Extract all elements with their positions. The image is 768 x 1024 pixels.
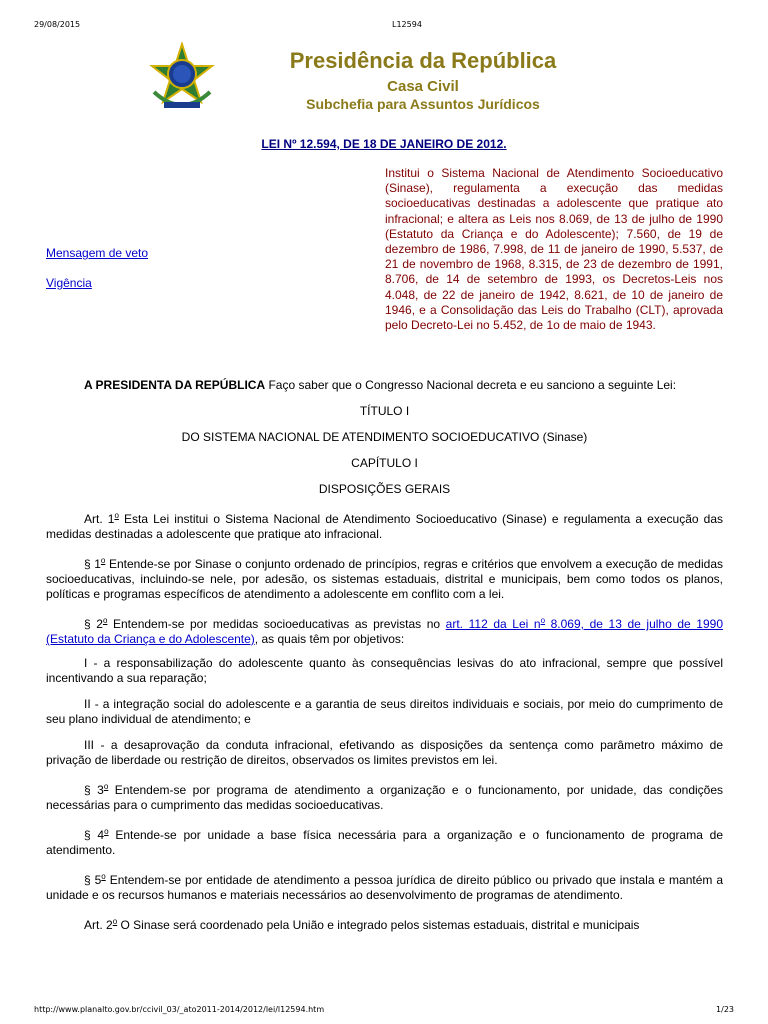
- inciso-2: II - a integração social do adolescente e a garantia de seus direitos individuais e sociais, por meio do cumprimento de seu plano individual de atendimento; e: [46, 697, 723, 726]
- article-2-text: O Sinase será coordenado pela União e integrado pelos sistemas estaduais, distrital e municipais: [117, 918, 640, 932]
- eca-link-part-a[interactable]: art. 112 da Lei: [445, 617, 534, 631]
- inciso-1: I - a responsabilização do adolescente quanto às consequências lesivas do ato infracional, sempre que possível incentivando a sua reparação;: [46, 656, 723, 685]
- paragraph-4: [46, 824, 723, 858]
- paragraph-4-text: Entende-se por unidade a base física necessária para a organização e o funcionamento de programa de atendimento.: [46, 828, 723, 857]
- preamble-text: Faço saber que o Congresso Nacional decreta e eu sanciono a seguinte Lei:: [265, 378, 677, 392]
- print-date: 29/08/2015: [34, 20, 81, 29]
- article-1: [46, 508, 723, 542]
- paragraph-1-text: Entende-se por Sinase o conjunto ordenado de princípios, regras e critérios que envolvem a execução de medidas socioeducativas, incluindo-se nele, por adesão, os sistemas estaduais, distrital e municipais, bem como todos os planos, políticas e programas específicos de atendimento a adolescente em conflito com a lei.: [46, 557, 723, 601]
- chapter-heading: CAPÍTULO I: [351, 456, 418, 470]
- paragraph-3-label: § 3: [84, 783, 104, 797]
- brasao-emblem-icon: [146, 42, 218, 116]
- article-1-text: Esta Lei institui o Sistema Nacional de Atendimento Socioeducativo (Sinase) e regulamenta a execução das medidas destinadas a adolescente que pratique ato infracional.: [46, 512, 723, 541]
- paragraph-4-sup: o: [104, 827, 109, 836]
- paragraph-5: [46, 869, 723, 903]
- article-2: [46, 914, 723, 933]
- paragraph-2-label: § 2: [84, 617, 103, 631]
- law-body: [46, 378, 723, 944]
- paragraph-4-label: § 4: [84, 828, 105, 842]
- paragraph-2-sup: o: [102, 616, 108, 625]
- page-title: Presidência da República: [289, 48, 557, 73]
- paragraph-1: [46, 553, 723, 602]
- title-heading: TÍTULO I: [359, 404, 410, 418]
- article-1-label: Art. 1: [84, 512, 115, 526]
- print-footer: [0, 1000, 768, 1024]
- preamble: [46, 378, 723, 393]
- article-2-label: Art. 2: [84, 918, 113, 932]
- paragraph-3-sup: o: [103, 782, 109, 791]
- print-url: http://www.planalto.gov.br/ccivil_03/_ato2011-2014/2012/lei/l12594.htm: [34, 1005, 325, 1014]
- print-title: L12594: [392, 20, 422, 29]
- eca-law-link[interactable]: art. 112 da Lei $n^o$ 8.069, de 13 de julho de 1990 (Estatuto da Criança e do Adolescente): [46, 616, 724, 646]
- paragraph-1-sup: o: [100, 556, 106, 565]
- article-2-sup: o: [112, 917, 118, 926]
- veto-message-link[interactable]: Mensagem de veto: [46, 246, 149, 260]
- paragraph-2-text-b: , as quais têm por objetivos:: [254, 632, 405, 646]
- paragraph-3: [46, 779, 723, 813]
- preamble-bold: A PRESIDENTA DA REPÚBLICA: [84, 378, 266, 392]
- page-subtitle-2: Subchefia para Assuntos Jurídicos: [306, 96, 540, 112]
- ementa: Institui o Sistema Nacional de Atendimento Socioeducativo (Sinase), regulamenta a execução das medidas socioeducativas destinadas a adolescente que pratique ato infracional; e altera as Leis nos 8.069, de 13 de julho de 1990 (Estatuto da Criança e do Adolescente); 7.560, de 19 de dezembro de 1986, 7.998, de 11 de janeiro de 1990, 5.537, de 21 de novembro de 1968, 8.315, de 23 de dezembro de 1991, 8.706, de 14 de setembro de 1993, os Decretos-Leis nos 4.048, de 22 de janeiro de 1942, 8.621, de 10 de janeiro de 1946, e a Consolidação das Leis do Trabalho (CLT), aprovada pelo Decreto-Lei no 5.452, de 1o de maio de 1943.: [385, 166, 723, 333]
- vigencia-link[interactable]: Vigência: [46, 276, 92, 290]
- paragraph-5-sup: o: [101, 872, 106, 881]
- law-title[interactable]: LEI Nº 12.594, DE 18 DE JANEIRO DE 2012.: [261, 137, 507, 151]
- eca-link-part-b[interactable]: 8.069, de 13 de julho de 1990 (Estatuto da Criança e do Adolescente): [46, 617, 724, 646]
- print-header: [0, 0, 768, 40]
- paragraph-5-label: § 5: [84, 873, 102, 887]
- eca-link-sup[interactable]: o: [540, 616, 546, 625]
- article-1-sup: o: [114, 511, 119, 520]
- paragraph-5-text: Entendem-se por entidade de atendimento a pessoa jurídica de direito público ou privado que instala e mantém a unidade e os recursos humanos e materiais necessários ao desenvolvimento de programas de atendimento.: [46, 873, 724, 902]
- inciso-3: III - a desaprovação da conduta infracional, efetivando as disposições da sentença como parâmetro máximo de privação de liberdade ou restrição de direitos, observados os limites previstos em lei.: [46, 738, 723, 767]
- paragraph-2-text-a: Entendem-se por medidas socioeducativas as previstas no: [107, 617, 446, 631]
- paragraph-3-text: Entendem-se por programa de atendimento a organização e o funcionamento, por unidade, das condições necessárias para o cumprimento das medidas socioeducativas.: [46, 783, 724, 812]
- page-subtitle: Casa Civil: [387, 78, 459, 95]
- page-number: 1/23: [716, 1005, 734, 1014]
- paragraph-2: [46, 613, 723, 647]
- title-name: DO SISTEMA NACIONAL DE ATENDIMENTO SOCIOEDUCATIVO (Sinase): [181, 430, 588, 444]
- paragraph-1-label: § 1: [84, 557, 101, 571]
- chapter-name: DISPOSIÇÕES GERAIS: [318, 482, 451, 496]
